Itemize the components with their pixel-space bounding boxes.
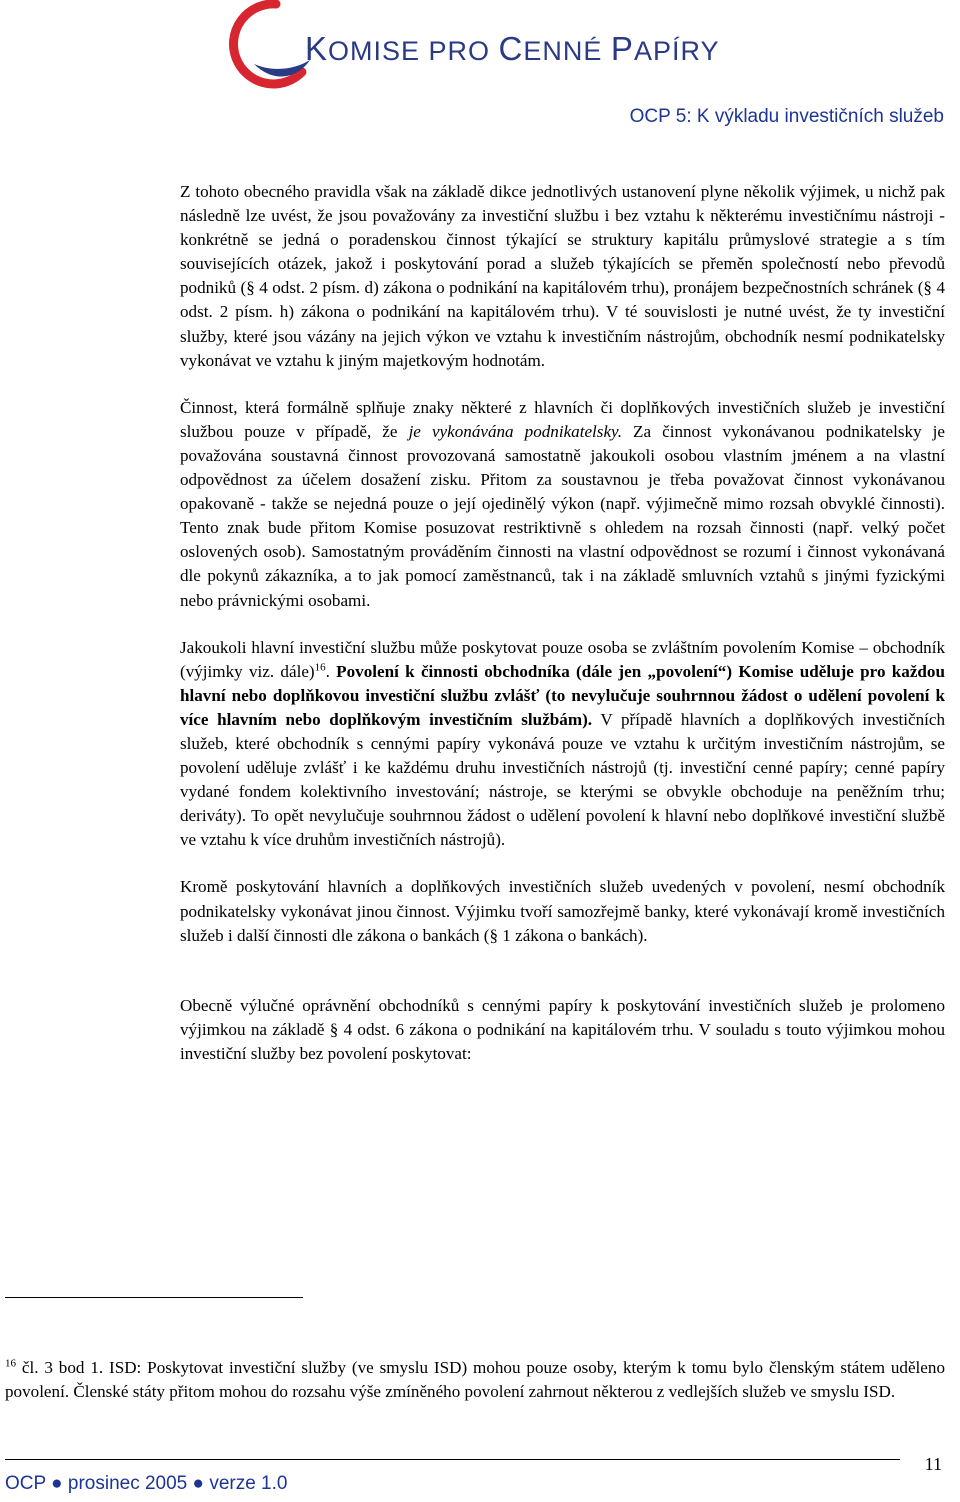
footnote: $^{16}$ čl. 3 bod 1. ISD: Poskytovat investiční služby (ve smyslu ISD) mohou pouze osoby, kterým k tomu bylo členským státem uděleno povolení. Členské státy přitom mohou do rozsahu výše zmíněného povolení zahrnout některou z vedlejších služeb ve smyslu ISD. [5,1357,945,1401]
organization-name: KOMISE PRO CENNÉ PAPÍRY [305,30,720,67]
page-number: 11 [924,1454,942,1474]
paragraph-4: Kromě poskytování hlavních a doplňkových investičních služeb uvedených v povolení, nesmí obchodník podnikatelsky vykonávat jinou činnost. Výjimku tvoří samozřejmě banky, které vykonávají kromě investičních služeb i další činnosti dle zákona o bankách (§ 1 zákona o bankách). [180,877,945,945]
paragraph-5: Obecně výlučné oprávnění obchodníků s cennými papíry k poskytování investičních služeb je prolomeno výjimkou na základě § 4 odst. 6 zákona o podnikání na kapitálovém trhu. V souladu s touto výjimkou mohou investiční služby bez povolení poskytovat: [180,995,945,1063]
komise-logo-icon [224,0,314,94]
footer-divider [5,1459,900,1460]
paragraph-1: Z tohoto obecného pravidla však na základě dikce jednotlivých ustanovení plyne několik výjimek, u nichž pak následně lze uvést, že jsou považovány za investiční službu i bez vztahu k některému investičnímu nástroji - konkrétně se jedná o poradenskou činnost týkající se struktury kapitálu průmyslové strategie a s tím souvisejících otázek, jakož i poskytování porad a služeb týkajících se přeměn společností nebo převodů podniků (§ 4 odst. 2 písm. d) zákona o podnikání na kapitálovém trhu), pronájem bezpečnostních schránek (§ 4 odst. 2 písm. h) zákona o podnikání na kapitálovém trhu). V té souvislosti je nutné uvést, že ty investiční služby, které jsou vázány na jejich výkon ve vztahu k investičním nástrojům, obchodník nesmí podnikatelsky vykonávat ve vztahu k jiným majetkovým hodnotám. [180,182,945,370]
footnote-number: 16 [5,1357,16,1370]
paragraph-2: Činnost, která formálně splňuje znaky některé z hlavních či doplňkových investičních služeb je investiční službou pouze v případě, že je vykonávána podnikatelsky. Za činnost vykonávanou podnikatelsky je považována soustavná činnost provozovaná samostatně jakoukoli osobou vlastním jménem a na vlastní odpovědnost za účelem dosažení zisku. Přitom za soustavnou je třeba považovat činnost vykonávanou opakovaně - takže se nejedná pouze o její ojedinělý výkon (např. výjimečně mimo rozsah obvyklé činnosti). Tento znak bude přitom Komise posuzovat restriktivně s ohledem na rozsah činnosti (např. velký počet oslovených osob). Samostatným prováděním činnosti na vlastní odpovědnost se rozumí i činnost vykonávaná dle pokynů zákazníka, a to jak pomocí zaměstnanců, tak i na základě smluvních vztahů s jinými fyzickými nebo právnickými osobami. [180,397,946,610]
footnote-ref[interactable]: 16 [314,661,326,673]
document-body [180,180,945,1089]
document-title: OCP 5: K výkladu investičních služeb [629,106,944,127]
footnote-divider [5,1297,303,1298]
paragraph-3: Jakoukoli hlavní investiční službu může poskytovat pouze osoba se zvláštním povolením Komise – obchodník (výjimky viz. dále)$^{16}$. Povolení k činnosti obchodníka (dále jen „povolení“) Komise uděluje pro každou hlavní nebo doplňkovou investiční službu zvlášť (to nevylučuje souhrnnou žádost o udělení povolení k více hlavním nebo doplňkovým investičním službám). V případě hlavních a doplňkových investičních služeb, které obchodník s cennými papíry vykonává pouze ve vztahu k určitým investičním nástrojům, se povolení uděluje zvlášť i ke každému druhu investičních nástrojů (tj. investiční cenné papíry; cenné papíry vydané fondem kolektivního investování; nástroje, se kterými se obvykle obchoduje na peněžním trhu; deriváty). To opět nevylučuje souhrnnou žádost o udělení povolení k hlavní nebo doplňkové investiční službě ve vztahu k více druhům investičních nástrojů). [180,637,945,850]
bullet-icon: ● [51,1473,63,1494]
bullet-icon: ● [192,1473,205,1494]
footer-label: OCP ● prosinec 2005 ● verze 1.0 [5,1473,288,1494]
